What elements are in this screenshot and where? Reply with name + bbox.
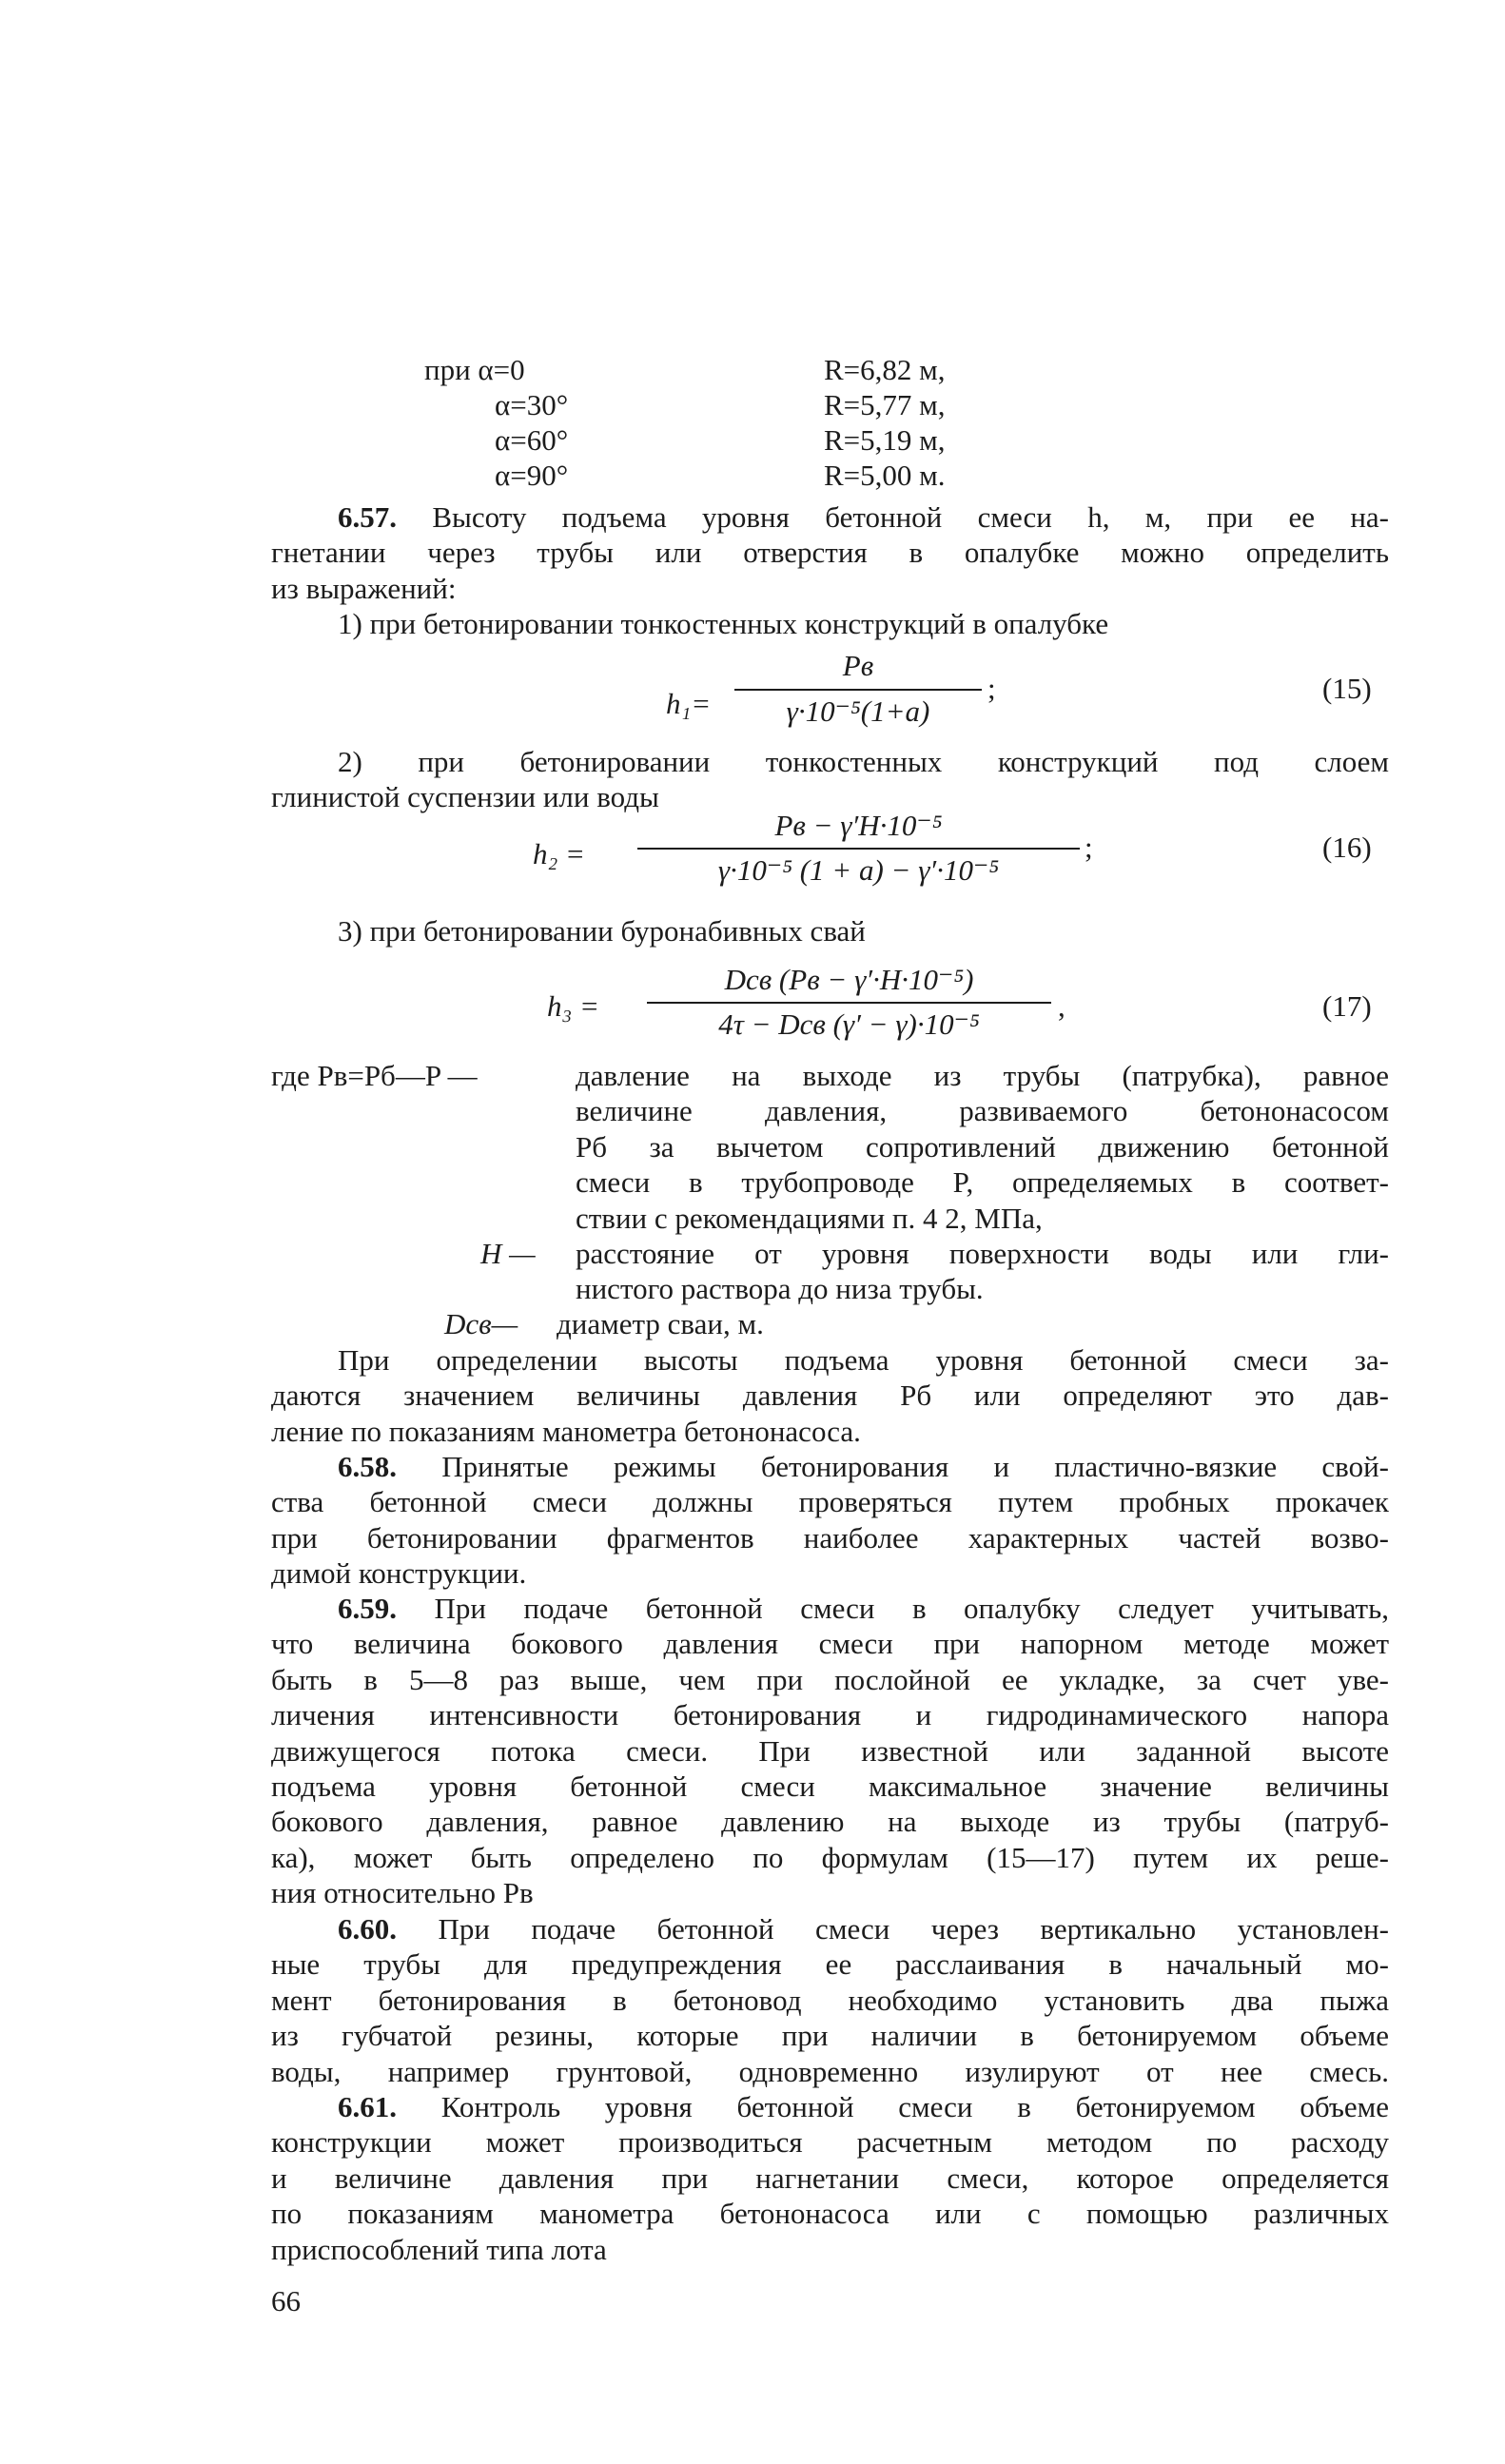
paragraph-6-57 <box>271 499 1389 642</box>
equation-number: (17) <box>1322 989 1372 1023</box>
radius-value: R=5,77 м, <box>824 388 946 421</box>
fraction-bar <box>734 689 982 691</box>
paragraph-line: из выражений: <box>271 571 457 605</box>
definition-line: ствии с рекомендациями п. 4 2, МПа, <box>576 1201 1043 1235</box>
paragraph-line: подъема уровня бетонной смеси максимальное значение величины <box>271 1769 1389 1803</box>
equation-numerator: Dсв (Pв − γ′·H·10⁻⁵) <box>724 963 974 996</box>
paragraph-line: при бетонировании фрагментов наиболее характерных частей возво- <box>271 1520 1389 1555</box>
equation-number: (15) <box>1322 672 1372 705</box>
paragraph-line: личения интенсивности бетонирования и гидродинамического напора <box>271 1698 1389 1732</box>
paragraph-line: ные трубы для предупреждения ее расслаивания в начальный мо- <box>271 1947 1389 1982</box>
section-number: 6.59. <box>338 1592 397 1625</box>
definition-block <box>557 1306 1370 1341</box>
equation-denominator: γ·10⁻⁵ (1 + a) − γ′·10⁻⁵ <box>717 853 1000 887</box>
list-item-2 <box>271 744 1389 815</box>
paragraph-6-61 <box>271 2089 1389 2267</box>
paragraph-line: движущегося потока смеси. При известной или заданной высоте <box>271 1733 1389 1768</box>
definition-term: H — <box>480 1237 536 1270</box>
definition-line: расстояние от уровня поверхности воды или гли- <box>576 1237 1389 1270</box>
fraction-bar <box>647 1002 1051 1004</box>
definition-line: величине давления, развиваемого бетононасосом <box>576 1094 1389 1128</box>
alpha-value: α=30° <box>495 388 569 421</box>
paragraph-line: из губчатой резины, которые при наличии в бетонируемом объеме <box>271 2019 1389 2053</box>
radius-value: R=5,19 м, <box>824 423 946 457</box>
paragraph-line: гнетании через трубы или отверстия в опалубке можно определить <box>271 536 1389 570</box>
paragraph-line: Высоту подъема уровня бетонной смеси h, м, при ее на- <box>432 500 1390 534</box>
paragraph-line: быть в 5—8 раз выше, чем при послойной ее укладке, за счет уве- <box>271 1662 1389 1696</box>
equation-denominator: γ·10⁻⁵(1+a) <box>786 694 930 728</box>
radius-value: R=5,00 м. <box>824 459 946 492</box>
equation-numerator: Pв − γ′H·10⁻⁵ <box>774 809 943 842</box>
paragraph-line: приспособлений типа лота <box>271 2232 607 2266</box>
equation-punctuation: ; <box>987 672 996 705</box>
definition-line: Pб за вычетом сопротивлений движению бетонной <box>576 1129 1389 1164</box>
paragraph-line: и величине давления при нагнетании смеси, которое определяется <box>271 2161 1389 2195</box>
paragraph-line: При подаче бетонной смеси в опалубку следует учитывать, <box>434 1592 1389 1625</box>
definition-line: смеси в трубопроводе P, определяемых в соответ- <box>576 1165 1389 1200</box>
paragraph-pressure <box>271 1342 1389 1449</box>
definition-block <box>576 1236 1389 1307</box>
paragraph-line: по показаниям манометра бетононасоса или с помощью различных <box>271 2197 1389 2231</box>
equation-denominator: 4τ − Dсв (γ′ − γ)·10⁻⁵ <box>718 1007 980 1041</box>
paragraph-line: бокового давления, равное давлению на выходе из трубы (патруб- <box>271 1805 1389 1839</box>
radius-value: R=6,82 м, <box>824 353 946 386</box>
paragraph-line: димой конструкции. <box>271 1556 527 1591</box>
paragraph-6-59 <box>271 1591 1389 1911</box>
equation-punctuation: ; <box>1085 831 1093 864</box>
paragraph-line: ление по показаниям манометра бетононасоса. <box>271 1414 861 1448</box>
alpha-value: α=90° <box>495 459 569 492</box>
paragraph-line: ства бетонной смеси должны проверяться путем пробных прокачек <box>271 1485 1389 1519</box>
definition-line: диаметр сваи, м. <box>557 1307 764 1340</box>
paragraph-line: При определении высоты подъема уровня бетонной смеси за- <box>338 1343 1389 1377</box>
paragraph-6-58 <box>271 1449 1389 1592</box>
section-number: 6.58. <box>338 1450 397 1483</box>
paragraph-6-60 <box>271 1911 1389 2089</box>
paragraph-line: Принятые режимы бетонирования и пластично-вязкие свой- <box>441 1450 1389 1483</box>
equation-number: (16) <box>1322 831 1372 864</box>
section-number: 6.60. <box>338 1912 397 1946</box>
alpha-value: при α=0 <box>424 353 525 386</box>
section-number: 6.57. <box>338 500 397 534</box>
definition-block <box>576 1058 1389 1236</box>
equation-lhs: h₁= <box>666 687 712 720</box>
paragraph-line: 2) при бетонировании тонкостенных конструкций под слоем <box>338 745 1389 778</box>
paragraph-line: При подаче бетонной смеси через вертикально установлен- <box>438 1912 1390 1946</box>
section-number: 6.61. <box>338 2090 397 2123</box>
equation-lhs: h₂ = <box>533 837 585 870</box>
paragraph-line: даются значением величины давления Pб или определяют это дав- <box>271 1379 1389 1413</box>
paragraph-line: воды, например грунтовой, одновременно изулируют от нее смесь. <box>271 2054 1389 2088</box>
list-item: 1) при бетонировании тонкостенных конструкций в опалубке <box>338 607 1109 641</box>
alpha-value: α=60° <box>495 423 569 457</box>
equation-lhs: h₃ = <box>547 989 599 1023</box>
definition-line: нистого раствора до низа трубы. <box>576 1272 984 1306</box>
definition-term: Dсв— <box>444 1307 518 1340</box>
paragraph-line: глинистой суспензии или воды <box>271 780 659 814</box>
list-item-3 <box>271 913 1389 948</box>
equation-numerator: Pв <box>842 649 874 682</box>
definition-term: где Pв=Pб—P — <box>271 1059 478 1092</box>
equation-punctuation: , <box>1058 989 1065 1023</box>
paragraph-line: ка), может быть определено по формулам (15—17) путем их реше- <box>271 1840 1389 1874</box>
fraction-bar <box>637 848 1080 850</box>
paragraph-line: Контроль уровня бетонной смеси в бетонируемом объеме <box>440 2090 1390 2123</box>
page-number: 66 <box>271 2284 301 2317</box>
paragraph-line: что величина бокового давления смеси при напорном методе может <box>271 1627 1389 1661</box>
definition-line: давление на выходе из трубы (патрубка), равное <box>576 1059 1389 1092</box>
paragraph-line: 3) при бетонировании буронабивных свай <box>338 914 866 948</box>
paragraph-line: конструкции может производиться расчетным методом по расходу <box>271 2125 1389 2160</box>
paragraph-line: ния относительно Pв <box>271 1876 534 1910</box>
paragraph-line: мент бетонирования в бетоновод необходимо установить два пыжа <box>271 1983 1389 2017</box>
